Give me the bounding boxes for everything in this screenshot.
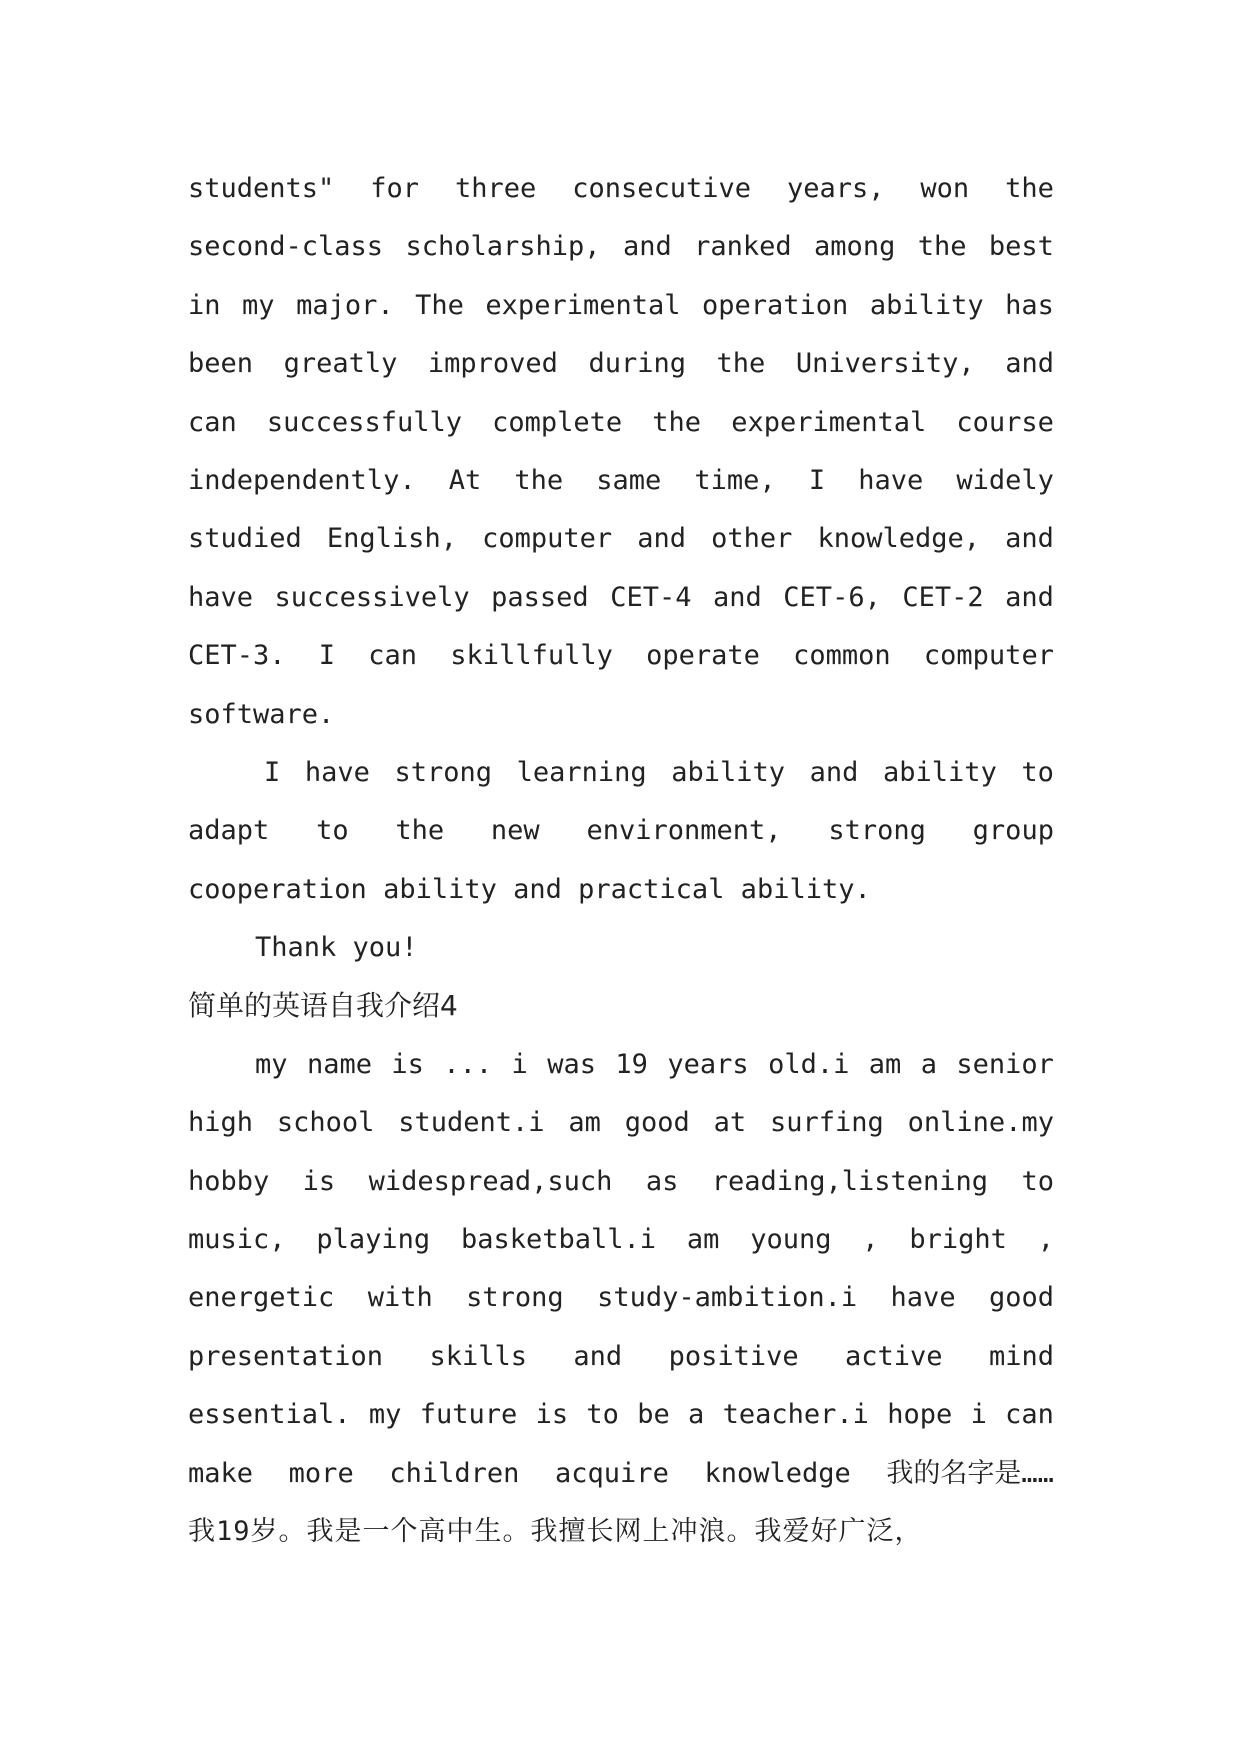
body-line	[188, 1386, 1054, 1444]
word: ,	[862, 1224, 879, 1256]
word: I	[264, 756, 281, 788]
word: study-ambition.i	[597, 1282, 858, 1314]
word: computer	[923, 640, 1054, 672]
word: the	[395, 815, 445, 847]
word: has	[1005, 289, 1054, 321]
body-line-indented	[188, 744, 1054, 802]
word: and	[637, 523, 686, 555]
word: and	[622, 231, 672, 263]
word: strong	[828, 815, 926, 847]
word: adapt	[188, 815, 270, 847]
body-line	[188, 1328, 1054, 1386]
word: and	[713, 581, 762, 613]
word: teacher.i	[722, 1399, 869, 1431]
word: surfing	[770, 1107, 884, 1139]
word: during	[588, 348, 687, 380]
word: have	[890, 1282, 956, 1314]
word: best	[988, 231, 1054, 263]
word: improved	[427, 348, 558, 380]
word: learning	[516, 756, 647, 788]
word: same	[596, 464, 662, 496]
word: The	[415, 289, 464, 321]
word: old.i	[768, 1048, 850, 1080]
word: the	[716, 348, 766, 380]
word: children	[389, 1457, 520, 1489]
word: strong	[394, 756, 493, 788]
word: skills	[429, 1340, 528, 1372]
word: three	[454, 173, 537, 204]
word: for	[370, 173, 420, 204]
word: students"	[188, 173, 335, 204]
word: ability	[869, 289, 984, 321]
word: At	[448, 464, 482, 496]
word: good	[988, 1282, 1054, 1314]
word: is	[535, 1399, 569, 1431]
word: been	[188, 348, 254, 380]
body-line: software.	[188, 698, 335, 730]
word: mind	[988, 1340, 1054, 1372]
word: active	[845, 1340, 943, 1372]
word: CET-2	[902, 581, 984, 613]
word: a	[920, 1048, 937, 1080]
word: ability	[883, 756, 997, 788]
body-line	[188, 160, 1054, 218]
word: am	[568, 1107, 601, 1139]
word: successfully	[266, 406, 462, 438]
word: and	[1005, 348, 1054, 380]
word: positive	[668, 1340, 799, 1372]
word: be	[637, 1399, 670, 1431]
word: the	[514, 464, 564, 496]
word: as	[645, 1165, 679, 1197]
body-line	[188, 218, 1054, 276]
word: can	[188, 406, 237, 438]
word: the	[652, 406, 702, 438]
word: essential.	[188, 1399, 351, 1431]
word: and	[1005, 581, 1054, 613]
word: acquire	[555, 1457, 669, 1489]
word: to	[586, 1399, 619, 1431]
word: skillfully	[450, 640, 613, 672]
word: experimental	[731, 406, 927, 438]
word: years,	[786, 173, 885, 204]
word: school	[276, 1107, 375, 1139]
word: the	[1005, 173, 1054, 204]
word: ability	[671, 756, 786, 788]
word: and	[1005, 523, 1054, 555]
body-line	[188, 277, 1054, 335]
body-line	[188, 1269, 1054, 1327]
word: name	[306, 1048, 372, 1080]
word: widespread,such	[368, 1165, 613, 1197]
word: hope	[887, 1399, 953, 1431]
word: strong	[466, 1282, 564, 1314]
word: make	[188, 1457, 254, 1489]
body-line	[188, 510, 1054, 568]
body-line-chinese: 我19岁。我是一个高中生。我擅长网上冲浪。我爱好广泛，	[188, 1515, 923, 1547]
word: bright	[909, 1224, 1007, 1256]
word: good	[624, 1107, 690, 1139]
word: young	[750, 1224, 832, 1256]
body-line	[188, 394, 1054, 452]
word: widely	[956, 464, 1054, 496]
word: future	[419, 1399, 518, 1431]
body-line	[188, 1153, 1054, 1211]
body-line	[188, 1094, 1054, 1152]
word: my	[242, 289, 275, 321]
closing-line: Thank you!	[255, 932, 418, 964]
word: I	[318, 640, 336, 672]
body-line: cooperation ability and practical ability.	[188, 873, 871, 905]
word: ,	[1037, 1224, 1054, 1256]
body-line-indented	[188, 1036, 1054, 1094]
word: senior	[956, 1048, 1054, 1080]
section-heading: 简单的英语自我介绍4	[188, 989, 458, 1023]
word: 我的名字是……	[886, 1457, 1054, 1489]
word: 19	[615, 1048, 648, 1080]
word: am	[686, 1224, 720, 1256]
word: years	[667, 1048, 749, 1080]
word: have	[858, 464, 924, 496]
word: online.my	[907, 1107, 1054, 1139]
word: to	[1021, 756, 1054, 788]
word: common	[793, 640, 891, 672]
word: other	[711, 523, 793, 555]
body-line	[188, 569, 1054, 627]
word: studied	[188, 523, 302, 555]
word: CET-4	[610, 581, 692, 613]
word: operate	[646, 640, 760, 672]
word: course	[956, 406, 1054, 438]
word: to	[1021, 1165, 1054, 1197]
word: group	[972, 815, 1054, 847]
word: can	[1005, 1399, 1054, 1431]
word: music,	[188, 1224, 286, 1256]
body-line	[188, 1211, 1054, 1269]
word: new	[490, 815, 540, 847]
word: more	[288, 1457, 354, 1489]
body-line	[188, 802, 1054, 860]
word: student.i	[398, 1107, 545, 1139]
word: CET-6,	[783, 581, 881, 613]
word: in	[188, 289, 221, 321]
word: and	[573, 1340, 623, 1372]
word: is	[391, 1048, 424, 1080]
word: scholarship,	[405, 231, 601, 263]
word: operation	[702, 289, 849, 321]
word: a	[688, 1399, 705, 1431]
word: environment,	[586, 815, 782, 847]
word: major.	[296, 289, 394, 321]
word: to	[316, 815, 349, 847]
word: my	[368, 1399, 402, 1431]
body-line	[188, 627, 1054, 685]
body-line	[188, 452, 1054, 510]
word: can	[368, 640, 418, 672]
word: consecutive	[572, 173, 751, 204]
word: University,	[795, 348, 975, 380]
word: have	[304, 756, 370, 788]
word: i	[511, 1048, 528, 1080]
word: presentation	[188, 1340, 384, 1372]
word: time,	[694, 464, 776, 496]
word: complete	[492, 406, 623, 438]
word: the	[917, 231, 967, 263]
body-line	[188, 335, 1054, 393]
word: i	[970, 1399, 987, 1431]
word: ranked	[694, 231, 792, 263]
word: experimental	[485, 289, 681, 321]
word: am	[868, 1048, 902, 1080]
word: successively	[274, 581, 470, 613]
word: knowledge	[704, 1457, 851, 1489]
word: CET-3.	[188, 640, 286, 672]
word: playing	[316, 1224, 431, 1256]
word: is	[302, 1165, 336, 1197]
word: was	[547, 1048, 596, 1080]
word: energetic	[188, 1282, 335, 1314]
word: hobby	[188, 1165, 270, 1197]
word: basketball.i	[460, 1224, 657, 1256]
word: knowledge,	[817, 523, 981, 555]
word: reading,listening	[711, 1165, 989, 1197]
word: passed	[491, 581, 589, 613]
document-body	[188, 160, 1054, 1561]
body-line	[188, 1445, 1054, 1503]
word: computer	[482, 523, 613, 555]
word: second-class	[188, 231, 384, 263]
word: and	[809, 756, 859, 788]
word: at	[713, 1107, 747, 1139]
word: greatly	[283, 348, 398, 380]
word: have	[188, 581, 254, 613]
word: independently.	[188, 464, 416, 496]
word: my	[255, 1048, 288, 1080]
word: won	[920, 173, 970, 204]
word: among	[814, 231, 896, 263]
word: English,	[326, 523, 457, 555]
word: high	[188, 1107, 254, 1139]
word: I	[808, 464, 826, 496]
word: with	[367, 1282, 433, 1314]
word: ...	[443, 1048, 493, 1080]
